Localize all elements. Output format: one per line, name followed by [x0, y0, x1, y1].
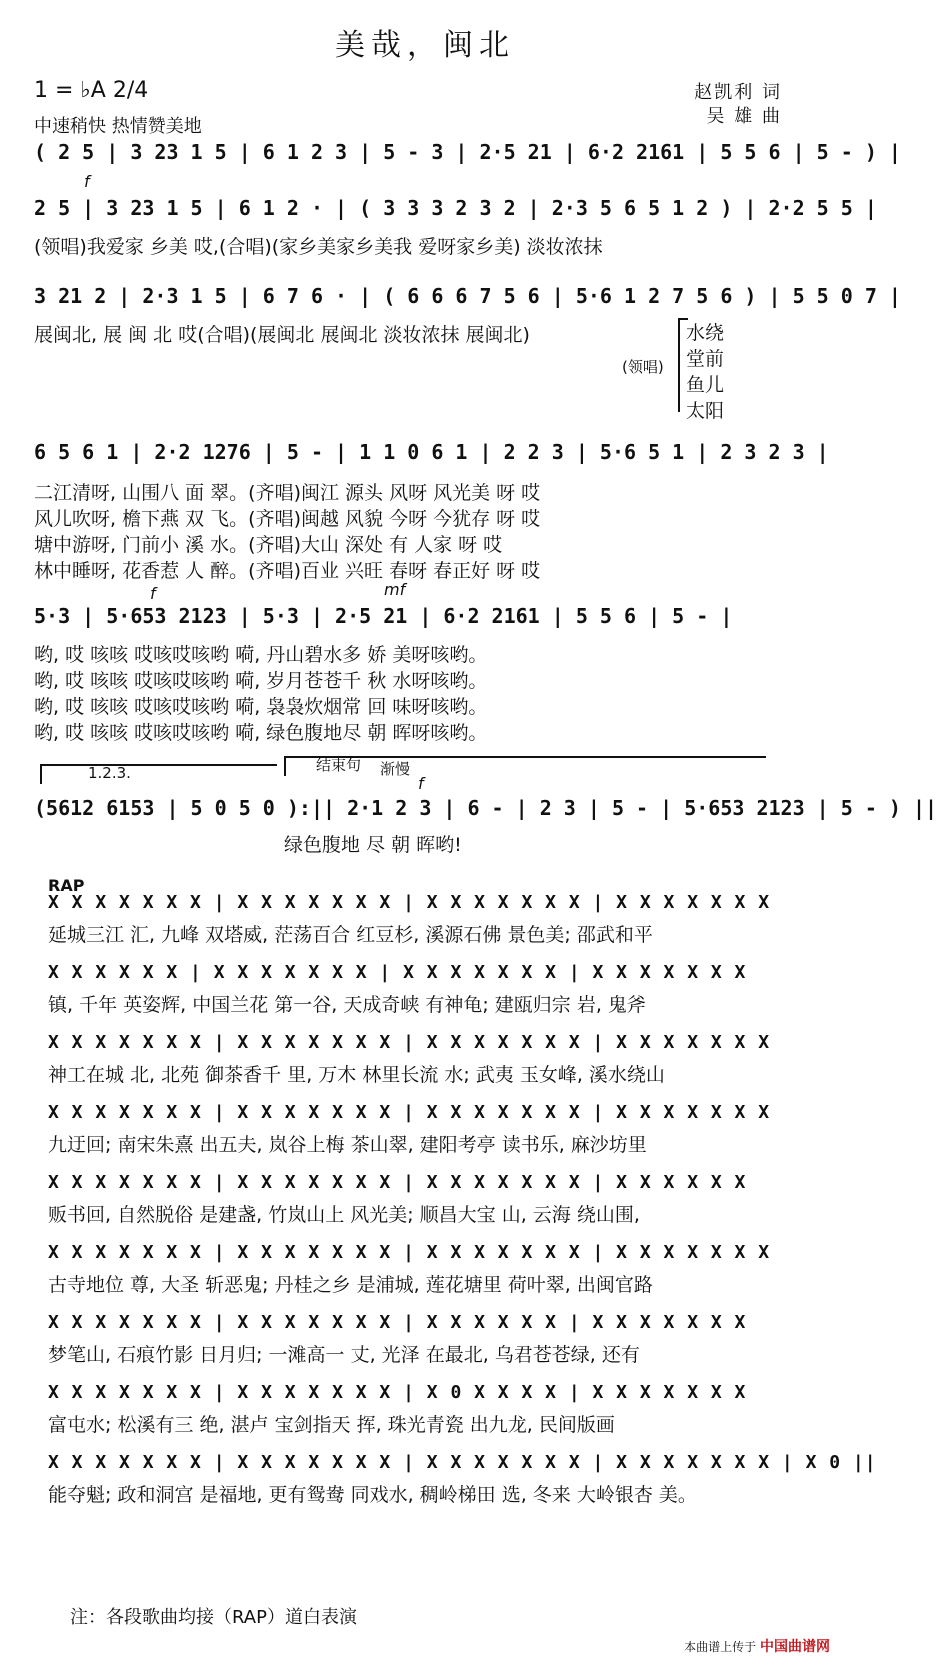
lead-word-4: 太阳: [686, 400, 725, 422]
rap-rhythm-2: X X X X X X | X X X X X X X | X X X X X X X | X X X X X X X: [48, 962, 747, 983]
volta-label: 1.2.3.: [88, 764, 131, 782]
verse-3: 塘中游呀, 门前小 溪 水。(齐唱)大山 深处 有 人家 呀 哎: [34, 534, 503, 556]
refrain-4: 哟, 哎 咳咳 哎咳哎咳哟 嗬, 绿色腹地尽 朝 晖呀咳哟。: [34, 722, 488, 744]
rap-rhythm-1: X X X X X X X | X X X X X X X | X X X X X X X | X X X X X X X: [48, 892, 771, 913]
rap-text-5: 贩书回, 自然脱俗 是建盏, 竹岚山上 风光美; 顺昌大宝 山, 云海 绕山围,: [48, 1204, 640, 1226]
rap-text-8: 富屯水; 松溪有三 绝, 湛卢 宝剑指天 挥, 珠光青瓷 出九龙, 民间版画: [48, 1414, 615, 1436]
rap-text-6: 古寺地位 尊, 大圣 斩恶鬼; 丹桂之乡 是浦城, 莲花塘里 荷叶翠, 出闽官路: [48, 1274, 653, 1296]
tempo-marking: 中速稍快 热情赞美地: [34, 116, 202, 137]
slow-marking: 渐慢: [380, 760, 411, 778]
rap-rhythm-9: X X X X X X X | X X X X X X X | X X X X X X X | X X X X X X X | X 0 ||: [48, 1452, 877, 1473]
lead-word-3: 鱼儿: [686, 374, 725, 396]
composer-credit: 吴 雄 曲: [706, 106, 782, 127]
rap-rhythm-6: X X X X X X X | X X X X X X X | X X X X X X X | X X X X X X X: [48, 1242, 771, 1263]
rap-text-9: 能夺魁; 政和洞宫 是福地, 更有鸳鸯 同戏水, 稠岭梯田 选, 冬来 大岭银杏 美。: [48, 1484, 697, 1506]
refrain-2: 哟, 哎 咳咳 哎咳哎咳哟 嗬, 岁月苍苍千 秋 水呀咳哟。: [34, 670, 488, 692]
dynamic-mark-2: f: [150, 584, 156, 603]
lyrics-line-2: (领唱)我爱家 乡美 哎,(合唱)(家乡美家乡美我 爱呀家乡美) 淡妆浓抹: [34, 236, 603, 258]
refrain-3: 哟, 哎 咳咳 哎咳哎咳哟 嗬, 袅袅炊烟常 回 味呀咳哟。: [34, 696, 488, 718]
rap-rhythm-8: X X X X X X X | X X X X X X X | X 0 X X X X | X X X X X X X: [48, 1382, 747, 1403]
footer-credit: [684, 1636, 830, 1656]
dynamic-mark: f: [84, 172, 90, 191]
key-signature: 1 = ♭A 2/4: [34, 78, 149, 103]
volta-bracket: [40, 764, 277, 784]
rap-text-7: 梦笔山, 石痕竹影 日月归; 一滩高一 丈, 光泽 在最北, 乌君苍苍绿, 还有: [48, 1344, 640, 1366]
rap-rhythm-3: X X X X X X X | X X X X X X X | X X X X X X X | X X X X X X X: [48, 1032, 771, 1053]
performance-note: 注：各段歌曲均接（RAP）道白表演: [70, 1607, 357, 1628]
rap-text-2: 镇, 千年 英姿辉, 中国兰花 第一谷, 天成奇峡 有神龟; 建瓯归宗 岩, 鬼斧: [48, 994, 646, 1016]
score-line-2: 2 5 | 3 23 1 5 | 6 1 2 · | ( 3 3 3 2 3 2 | 2·3 5 6 5 1 2 ) | 2·2 5 5 |: [34, 196, 877, 220]
score-line-4: 6 5 6 1 | 2·2 1276 | 5 - | 1 1 0 6 1 | 2 2 3 | 5·6 5 1 | 2 3 2 3 |: [34, 440, 829, 464]
rap-rhythm-7: X X X X X X X | X X X X X X X | X X X X X X | X X X X X X X: [48, 1312, 747, 1333]
score-line-6: (5612 6153 | 5 0 5 0 ):|| 2·1 2 3 | 6 - | 2 3 | 5 - | 5·653 2123 | 5 - ) ||: [34, 796, 937, 820]
verse-2: 风儿吹呀, 檐下燕 双 飞。(齐唱)闽越 风貌 今呀 今犹存 呀 哎: [34, 508, 541, 530]
site-brand-link[interactable]: 中国曲谱网: [760, 1639, 830, 1655]
refrain-1: 哟, 哎 咳咳 哎咳哎咳哟 嗬, 丹山碧水多 娇 美呀咳哟。: [34, 644, 488, 666]
rap-text-4: 九迂回; 南宋朱熹 出五夫, 岚谷上梅 茶山翠, 建阳考亭 读书乐, 麻沙坊里: [48, 1134, 647, 1156]
score-line-3: 3 21 2 | 2·3 1 5 | 6 7 6 · | ( 6 6 6 7 5 6 | 5·6 1 2 7 5 6 ) | 5 5 0 7 |: [34, 284, 901, 308]
lead-word-2: 堂前: [686, 348, 725, 370]
lead-word-1: 水绕: [686, 322, 725, 344]
dynamic-mark-3: mf: [384, 580, 406, 599]
rap-text-3: 神工在城 北, 北苑 御茶香千 里, 万木 林里长流 水; 武夷 玉女峰, 溪水绕山: [48, 1064, 665, 1086]
score-line-1: ( 2 5 | 3 23 1 5 | 6 1 2 3 | 5 - 3 | 2·5 21 | 6·2 2161 | 5 5 6 | 5 - ) |: [34, 140, 901, 164]
verse-1: 二江清呀, 山围八 面 翠。(齐唱)闽江 源头 风呀 风光美 呀 哎: [34, 482, 541, 504]
lead-singer-label: (领唱): [622, 358, 664, 376]
ending-label: 结束句: [316, 756, 362, 774]
score-line-5: 5·3 | 5·653 2123 | 5·3 | 2·5 21 | 6·2 2161 | 5 5 6 | 5 - |: [34, 604, 733, 628]
rap-rhythm-4: X X X X X X X | X X X X X X X | X X X X X X X | X X X X X X X: [48, 1102, 771, 1123]
ending-lyrics: 绿色腹地 尽 朝 晖哟!: [284, 834, 462, 856]
song-title: 美哉，闽北: [335, 28, 515, 63]
rap-text-1: 延城三江 汇, 九峰 双塔威, 茫荡百合 红豆杉, 溪源石佛 景色美; 邵武和平: [48, 924, 653, 946]
lyricist-credit: 赵凯利 词: [694, 82, 782, 103]
dynamic-mark-4: f: [418, 774, 424, 793]
verse-4: 林中睡呀, 花香惹 人 醉。(齐唱)百业 兴旺 春呀 春正好 呀 哎: [34, 560, 541, 582]
rap-label: RAP: [48, 876, 85, 895]
lyrics-line-3: 展闽北, 展 闽 北 哎(合唱)(展闽北 展闽北 淡妆浓抹 展闽北): [34, 324, 530, 346]
footer-prefix: 本曲谱上传于: [684, 1640, 757, 1654]
rap-rhythm-5: X X X X X X X | X X X X X X X | X X X X X X X | X X X X X X: [48, 1172, 747, 1193]
